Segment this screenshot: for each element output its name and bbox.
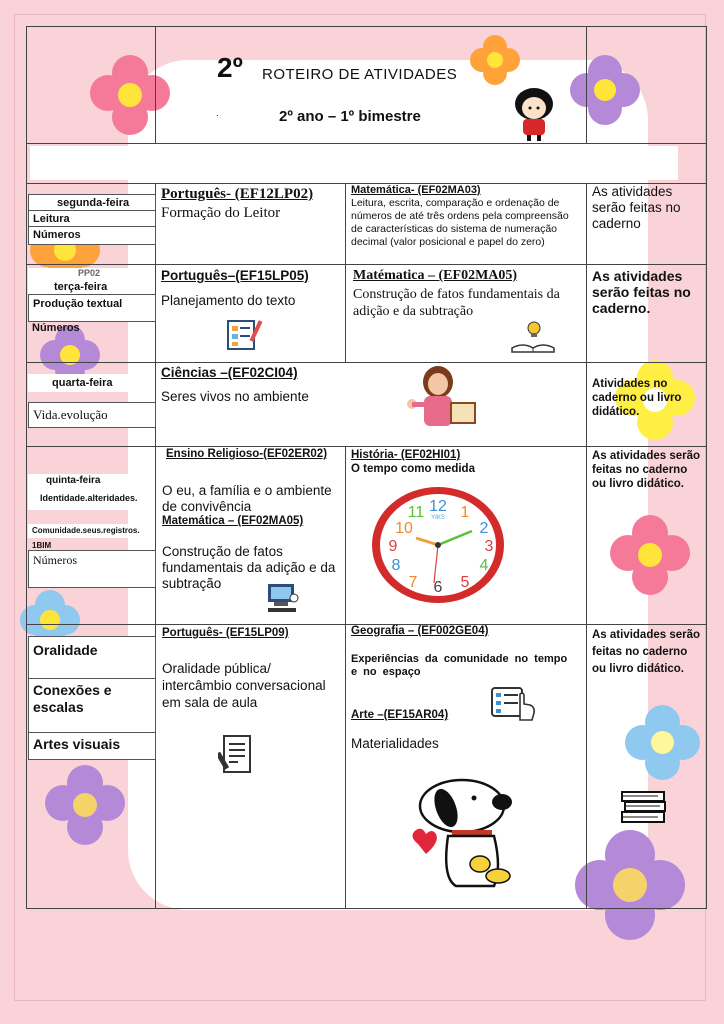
day-label-wednesday: quarta-feira [28,374,154,392]
row1-col2-text: Leitura, escrita, comparação e ordenação de números de até três ordens pela compreensão de características do sistema de numeração decimal (valor posicional e papel do zero) [351,197,569,248]
subject-label: Produção textual [28,294,156,322]
row1-col3-text: As atividades serão feitas no caderno [592,184,681,231]
subject-label: Artes visuais [28,732,156,760]
clock-number: 4 [479,557,489,574]
row2-col1-title: Português–(EF15LP05) [161,268,309,283]
row1-col2-title: Matemática- (EF02MA03) [351,184,481,196]
row4-col1-text2: Construção de fatos fundamentais da adição e da subtração [162,544,336,591]
subject-label: Números [28,550,156,588]
table-border [26,26,706,27]
girl-character-icon [508,86,560,142]
table-border [26,264,706,265]
table-border [345,446,346,909]
clock-number: 7 [408,574,418,591]
row3-col3-text: Atividades no caderno ou livro didático. [592,378,682,418]
row4-col2-title: História- (EF02HI01) [351,449,461,461]
subject-label: Vida.evolução [28,402,156,428]
header-subtitle: 2º ano – 1º bimestre [279,108,421,125]
lightbulb-book-icon [508,318,558,354]
clock-number: 6 [433,579,443,596]
clock-number: 9 [388,538,398,555]
clock-number: 2 [479,520,489,537]
row5-col3-text: As atividades serão feitas no caderno ou livro didático. [592,629,701,675]
row4-col1-title2: Matemática – (EF02MA05) [162,515,304,527]
flower-icon [625,705,700,780]
row3-col1-text: Seres vivos no ambiente [161,389,309,404]
table-border [26,908,706,909]
row3-col1-title: Ciências –(EF02CI04) [161,365,298,380]
row4-col1-title: Ensino Religioso-(EF02ER02) [166,448,328,460]
table-border [155,183,156,909]
flower-icon [570,55,640,125]
clock-number: 10 [395,520,413,537]
computer-icon [266,582,300,614]
row2-col3-text: As atividades serão feitas no caderno. [592,268,691,316]
subject-label: Oralidade [28,636,156,680]
clock-icon [368,483,508,607]
row1-col1-title: Português- (EF12LP02) [161,186,314,202]
books-stack-icon [620,790,668,826]
row5-col2-text: Experiências da comunidade no tempo e no espaço [351,653,568,678]
flower-icon [470,35,520,85]
blank-banner [30,146,678,180]
row4-col1-text: O eu, a família e o ambiente de convivência [162,483,332,514]
worksheet-icon [224,318,264,352]
table-border [586,26,587,144]
day-label-thursday: quinta-feira [28,474,154,490]
row1-col1-text: Formação do Leitor [161,205,281,221]
table-border [26,446,706,447]
clock-number: 12 [429,498,447,515]
teacher-reading-icon [400,364,478,428]
flower-icon [90,55,170,135]
document-pen-icon [218,734,258,776]
table-border [26,26,27,909]
row4-col2-text: O tempo como medida [351,463,475,475]
subject-label: Comunidade.seus.registros. [28,524,154,538]
flower-icon [610,515,690,595]
subject-label: Números [28,226,156,245]
clock-number: 1 [460,504,470,521]
subject-label: 1BIM [32,541,52,550]
subject-label: Leitura [28,210,156,228]
snoopy-icon [402,768,530,896]
clock-number: 11 [407,504,425,521]
checklist-hand-icon [490,686,538,722]
table-border [706,26,707,909]
table-border [26,362,706,363]
day-label-monday: segunda-feira [28,194,156,212]
row2-col2-title: Matématica – (EF02MA05) [353,268,518,283]
table-border [586,183,587,909]
row2-col1-text: Planejamento do texto [161,293,296,308]
clock-number: 8 [391,557,401,574]
row5-col1-title: Português- (EF15LP09) [162,627,289,639]
table-border [26,143,706,144]
clock-number: 5 [460,574,470,591]
row5-col2-title: Geografia – (EF002GE04) [351,625,489,637]
header-dot: . [216,108,219,119]
header-title: ROTEIRO DE ATIVIDADES [262,66,458,83]
row4-col3-text: As atividades serão feitas no caderno ou livro didático. [592,450,701,490]
subject-label: Conexões e escalas [28,678,156,734]
header-number: 2º [217,52,243,83]
row5-col1-text: Oralidade pública/ intercâmbio conversacional em sala de aula [162,661,326,710]
table-border [155,26,156,144]
subject-label: Números [32,322,80,334]
table-border [345,183,346,363]
row2-col2-text: Construção de fatos fundamentais da adição e da subtração [353,287,560,319]
row5-col2-text2: Materialidades [351,736,439,751]
flower-icon [45,765,125,845]
subject-label: Identidade.alteridades. [28,490,154,510]
flower-icon [575,830,685,940]
day-label-tuesday: PP02 terça-feira [28,268,154,295]
row5-col2-title2: Arte –(EF15AR04) [351,709,449,721]
clock-brand: YIKS [431,515,445,521]
clock-number: 3 [484,538,494,555]
